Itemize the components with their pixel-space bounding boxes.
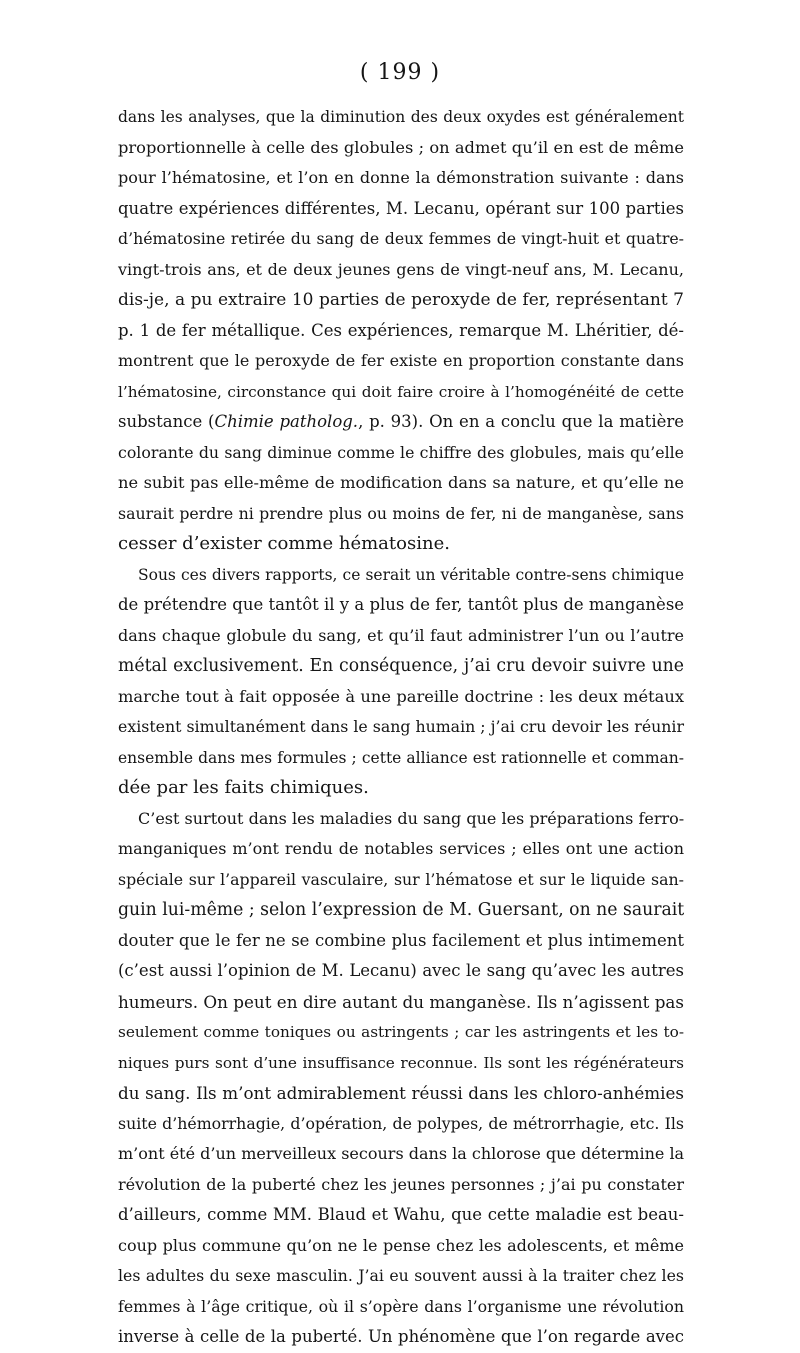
text-line: seulement comme toniques ou astringents ; car les astringents et les to- [118,1023,684,1041]
text-line: manganiques m’ont rendu de notables services ; elles ont une action [118,839,684,858]
text-line: humeurs. On peut en dire autant du manganèse. Ils n’agissent pas [118,991,684,1012]
text-line: cesser d’exister comme hématosine. [118,533,450,554]
citation-before: substance ( [118,412,215,431]
text-line: saurait perdre ni prendre plus ou moins de fer, ni de manganèse, sans [118,503,684,523]
text-line: du sang. Ils m’ont admirablement réussi dans les chloro-anhémies [118,1083,684,1103]
text-line: révolution de la puberté chez les jeunes personnes ; j’ai pu constater [118,1174,684,1194]
text-line: dans les analyses, que la diminution des deux oxydes est généralement [118,108,684,126]
text-line: niques purs sont d’une insuffisance reconnue. Ils sont les régénérateurs [118,1053,684,1072]
text-line: existent simultanément dans le sang humain ; j’ai cru devoir les réunir [118,717,684,736]
text-line: ensemble dans mes formules ; cette alliance est rationnelle et comman- [118,748,684,767]
text-line: C’est surtout dans les maladies du sang que les préparations ferro- [138,808,685,828]
text-line: les adultes du sexe masculin. J’ai eu souvent aussi à la traiter chez les [118,1266,684,1285]
text-line: (c’est aussi l’opinion de M. Lecanu) avec le sang qu’avec les autres [118,961,684,980]
text-line: dis-je, a pu extraire 10 parties de peroxyde de fer, représentant 7 [118,290,684,310]
text-line: Sous ces divers rapports, ce serait un véritable contre-sens chimique [138,565,684,584]
text-line: d’ailleurs, comme MM. Blaud et Wahu, que cette maladie est beau- [118,1205,684,1224]
text-line: vingt-trois ans, et de deux jeunes gens de vingt-neuf ans, M. Lecanu, [118,259,684,279]
text-line: suite d’hémorrhagie, d’opération, de polypes, de métrorrhagie, etc. Ils [118,1113,684,1133]
text-line: montrent que le peroxyde de fer existe en proportion constante dans [118,351,684,370]
text-line: guin lui-même ; selon l’expression de M. Guersant, on ne saurait [118,900,685,920]
text-line: ne subit pas elle-même de modification dans sa nature, et qu’elle ne [118,473,684,492]
text-line: quatre expériences différentes, M. Lecanu, opérant sur 100 parties [118,198,684,218]
citation-line [118,407,684,438]
citation-after: , p. 93). On en a conclu que la matière [358,412,685,431]
citation-title: Chimie patholog. [214,412,359,431]
text-line: p. 1 de fer métallique. Ces expériences, remarque M. Lhéritier, dé- [118,320,684,340]
text-line: femmes à l’âge critique, où il s’opère dans l’organisme une révolution [118,1296,684,1316]
text-line: dée par les faits chimiques. [118,777,369,798]
text-line: coup plus commune qu’on ne le pense chez les adolescents, et même [118,1235,684,1255]
text-line: m’ont été d’un merveilleux secours dans la chlorose que détermine la [118,1144,685,1163]
text-line: métal exclusivement. En conséquence, j’ai cru devoir suivre une [118,656,684,676]
text-line: dans chaque globule du sang, et qu’il faut administrer l’un ou l’autre [118,625,684,645]
page-body [118,102,684,1353]
text-line: l’hématosine, circonstance qui doit faire croire à l’homogénéité de cette [118,382,684,401]
text-line: de prétendre que tantôt il y a plus de fer, tantôt plus de manganèse [118,595,685,614]
page-number: ( 199 ) [359,60,441,85]
text-line: pour l’hématosine, et l’on en donne la démonstration suivante : dans [118,168,684,187]
text-line: inverse à celle de la puberté. Un phénomène que l’on regarde avec [118,1327,684,1346]
text-line: marche tout à fait opposée à une pareille doctrine : les deux métaux [118,686,684,706]
text-line: proportionnelle à celle des globules ; on admet qu’il en est de même [118,137,684,157]
text-line: spéciale sur l’appareil vasculaire, sur l’hématose et sur le liquide san- [118,869,684,889]
text-line: d’hématosine retirée du sang de deux femmes de vingt-huit et quatre- [118,229,684,248]
text-line: douter que le fer ne se combine plus facilement et plus intimement [118,930,684,950]
text-line: colorante du sang diminue comme le chiffre des globules, mais qu’elle [118,442,684,462]
